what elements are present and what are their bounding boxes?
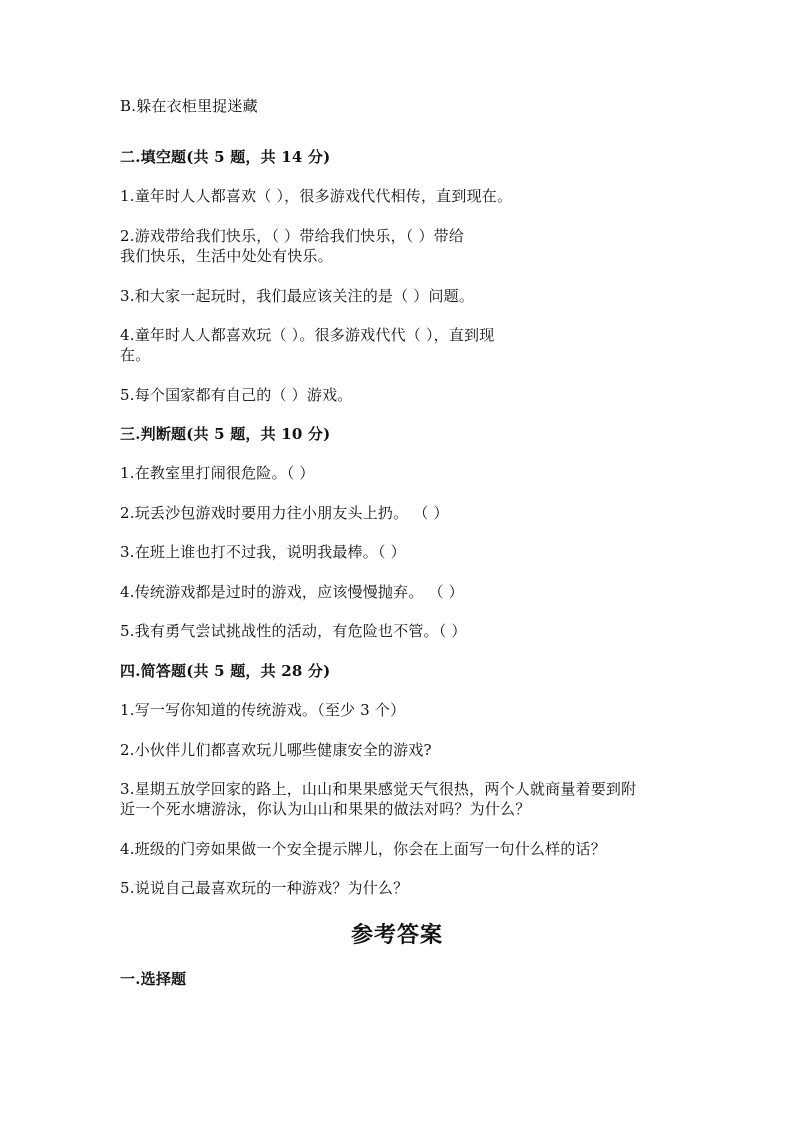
short-answer-question-4: 4.班级的门旁如果做一个安全提示牌儿，你会在上面写一句什么样的话？ (120, 840, 606, 858)
judge-question-3: 3.在班上谁也打不过我，说明我最棒。（ ） (120, 543, 406, 561)
judge-question-4: 4.传统游戏都是过时的游戏，应该慢慢抛弃。 （ ） (120, 583, 464, 601)
short-answer-question-3-line1: 3.星期五放学回家的路上，山山和果果感觉天气很热，两个人就商量着要到附 (120, 780, 637, 798)
option-b: B.躲在衣柜里捉迷藏 (120, 97, 258, 115)
judge-question-2: 2.玩丢沙包游戏时要用力往小朋友头上扔。 （ ） (120, 504, 449, 522)
fill-blank-question-4-line1: 4.童年时人人都喜欢玩（ ）。很多游戏代代（ ），直到现 (120, 326, 495, 344)
answer-key-title: 参考答案 (350, 922, 443, 948)
fill-blank-question-1: 1.童年时人人都喜欢（ ），很多游戏代代相传，直到现在。 (120, 187, 513, 205)
section-3-heading: 三.判断题(共 5 题，共 10 分) (120, 425, 331, 443)
answer-section-1-heading: 一.选择题 (120, 970, 187, 988)
fill-blank-question-4-line2: 在。 (120, 346, 151, 364)
fill-blank-question-5: 5.每个国家都有自己的（ ）游戏。 (120, 386, 353, 404)
judge-question-5: 5.我有勇气尝试挑战性的活动，有危险也不管。（ ） (120, 622, 467, 640)
fill-blank-question-2-line2: 我们快乐，生活中处处有快乐。 (120, 247, 333, 265)
judge-question-1: 1.在教室里打闹很危险。（ ） (120, 464, 315, 482)
section-4-heading: 四.简答题(共 5 题，共 28 分) (120, 662, 331, 680)
fill-blank-question-2-line1: 2.游戏带给我们快乐，（ ）带给我们快乐，（ ）带给 (120, 227, 465, 245)
short-answer-question-5: 5.说说自己最喜欢玩的一种游戏？为什么？ (120, 879, 409, 897)
section-2-heading: 二.填空题(共 5 题，共 14 分) (120, 148, 331, 166)
short-answer-question-3-line2: 近一个死水塘游泳，你认为山山和果果的做法对吗？为什么？ (120, 800, 531, 818)
short-answer-question-1: 1.写一写你知道的传统游戏。（至少 3 个） (120, 701, 406, 719)
fill-blank-question-3: 3.和大家一起玩时，我们最应该关注的是（ ）问题。 (120, 287, 475, 305)
short-answer-question-2: 2.小伙伴儿们都喜欢玩儿哪些健康安全的游戏? (120, 741, 432, 759)
